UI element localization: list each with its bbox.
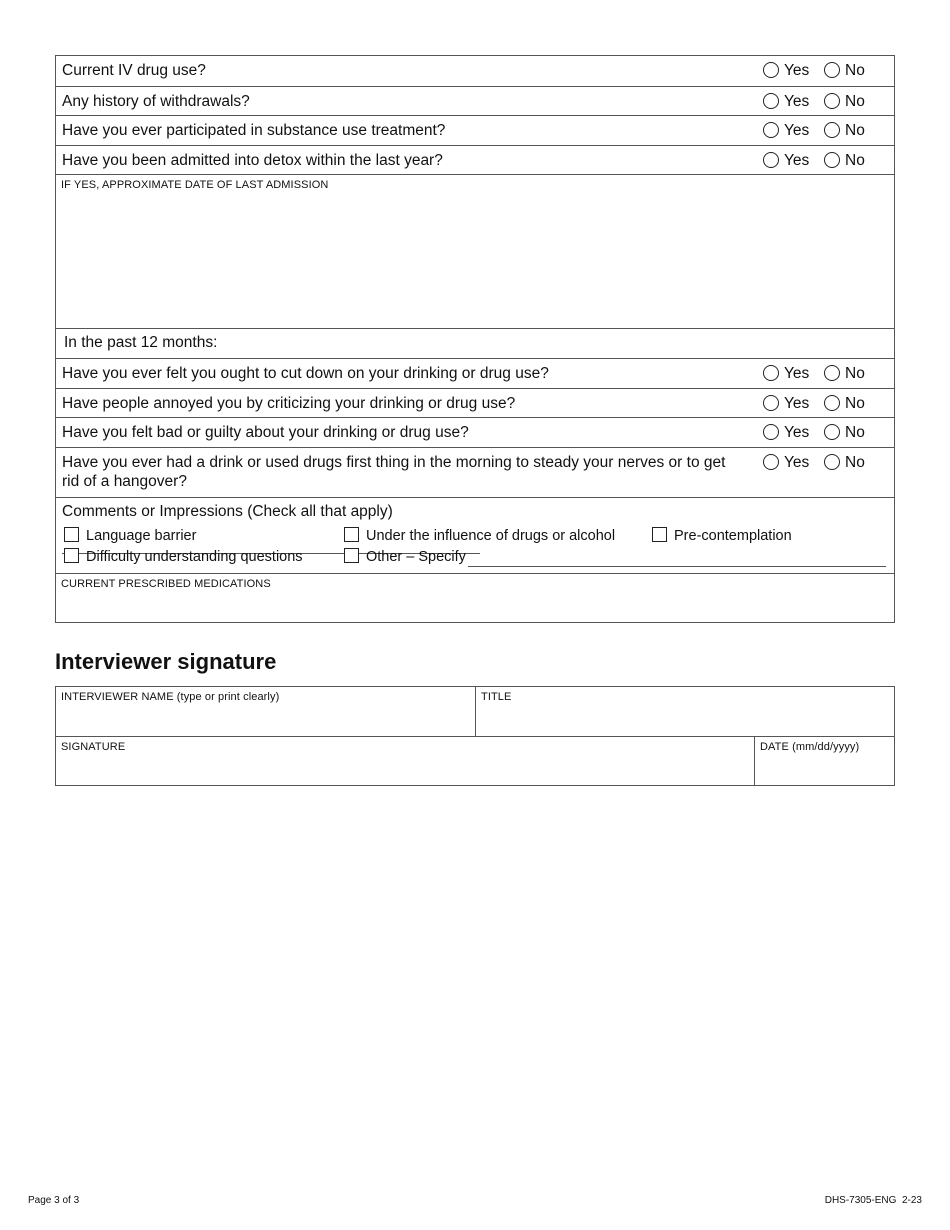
checkbox-label: Pre-contemplation xyxy=(674,527,792,544)
question-text: Any history of withdrawals? xyxy=(62,92,250,110)
past-12-months-row xyxy=(56,328,894,358)
date-label: DATE (mm/dd/yyyy) xyxy=(760,741,860,753)
no-option[interactable] xyxy=(824,394,865,413)
title-label: TITLE xyxy=(481,691,512,703)
radio-yes[interactable] xyxy=(763,395,779,411)
question-text: Current IV drug use? xyxy=(62,62,206,79)
yes-label: Yes xyxy=(784,151,810,169)
no-option[interactable] xyxy=(824,364,865,383)
yes-label: Yes xyxy=(784,122,810,139)
yes-label: Yes xyxy=(784,424,810,441)
checkbox-difficulty-understanding[interactable] xyxy=(64,548,303,566)
radio-no[interactable] xyxy=(824,424,840,440)
question-text: Have you been admitted into detox within the last year? xyxy=(62,151,443,169)
yes-label: Yes xyxy=(784,394,810,412)
question-text: Have you ever participated in substance use treatment? xyxy=(62,122,446,139)
yes-label: Yes xyxy=(784,92,810,110)
signature-label: SIGNATURE xyxy=(61,741,126,753)
radio-yes[interactable] xyxy=(763,62,779,78)
checkbox-other-specify[interactable] xyxy=(344,548,466,566)
current-medications-label: CURRENT PRESCRIBED MEDICATIONS xyxy=(61,577,271,590)
page-number: Page 3 of 3 xyxy=(28,1195,80,1206)
radio-yes[interactable] xyxy=(763,424,779,440)
title-field[interactable] xyxy=(476,687,894,737)
no-option[interactable] xyxy=(824,453,865,472)
other-specify-input[interactable] xyxy=(468,566,886,567)
yes-option[interactable] xyxy=(763,423,809,442)
checkbox-label: Under the influence of drugs or alcohol xyxy=(366,527,616,544)
past-12-months-label: In the past 12 months: xyxy=(64,334,218,351)
radio-no[interactable] xyxy=(824,152,840,168)
radio-yes[interactable] xyxy=(763,365,779,381)
question-text: Have you felt bad or guilty about your drinking or drug use? xyxy=(62,424,469,441)
radio-yes[interactable] xyxy=(763,93,779,109)
radio-yes[interactable] xyxy=(763,454,779,470)
yes-option[interactable] xyxy=(763,92,809,111)
no-label: No xyxy=(845,92,865,110)
question-row xyxy=(56,388,894,418)
signature-field[interactable] xyxy=(56,737,755,785)
question-row xyxy=(56,86,894,116)
no-option[interactable] xyxy=(824,151,865,170)
radio-yes[interactable] xyxy=(763,122,779,138)
no-option[interactable] xyxy=(824,121,865,140)
checkbox-box[interactable] xyxy=(64,548,79,563)
checkbox-under-influence[interactable] xyxy=(344,527,615,545)
radio-no[interactable] xyxy=(824,454,840,470)
checkbox-box[interactable] xyxy=(64,527,79,542)
no-label: No xyxy=(845,62,865,79)
signature-table xyxy=(55,686,895,786)
checkbox-box[interactable] xyxy=(652,527,667,542)
checkbox-pre-contemplation[interactable] xyxy=(652,527,792,545)
question-row xyxy=(56,145,894,175)
question-text: Have you ever had a drink or used drugs first thing in the morning to steady your nerves or to get rid of a hangover? xyxy=(62,453,726,490)
comments-title: Comments or Impressions (Check all that apply) xyxy=(62,503,480,554)
yes-label: Yes xyxy=(784,62,810,79)
radio-no[interactable] xyxy=(824,395,840,411)
question-row xyxy=(56,417,894,447)
no-label: No xyxy=(845,122,865,139)
yes-option[interactable] xyxy=(763,364,809,383)
yes-option[interactable] xyxy=(763,151,809,170)
last-admission-date-field[interactable] xyxy=(56,174,894,328)
radio-no[interactable] xyxy=(824,122,840,138)
no-label: No xyxy=(845,151,865,169)
checkbox-box[interactable] xyxy=(344,548,359,563)
yes-option[interactable] xyxy=(763,394,809,413)
no-label: No xyxy=(845,453,865,471)
question-row xyxy=(56,56,894,86)
interviewer-name-field[interactable] xyxy=(56,687,476,737)
last-admission-label: IF YES, APPROXIMATE DATE OF LAST ADMISSION xyxy=(61,179,329,191)
screening-questions-table xyxy=(55,55,895,623)
no-label: No xyxy=(845,394,865,412)
yes-option[interactable] xyxy=(763,121,809,140)
checkbox-label: Difficulty understanding questions xyxy=(86,548,303,565)
checkbox-label: Other – Specify xyxy=(366,548,466,565)
question-text: Have you ever felt you ought to cut down on your drinking or drug use? xyxy=(62,365,549,382)
no-option[interactable] xyxy=(824,92,865,111)
no-label: No xyxy=(845,365,865,382)
no-label: No xyxy=(845,424,865,441)
question-row xyxy=(56,358,894,388)
section-title: Interviewer signature xyxy=(55,649,277,674)
date-field[interactable] xyxy=(755,737,894,785)
interviewer-name-label: INTERVIEWER NAME (type or print clearly) xyxy=(61,691,280,703)
checkbox-language-barrier[interactable] xyxy=(64,527,196,545)
radio-no[interactable] xyxy=(824,93,840,109)
yes-label: Yes xyxy=(784,453,810,471)
radio-yes[interactable] xyxy=(763,152,779,168)
checkbox-label: Language barrier xyxy=(86,527,197,544)
question-row xyxy=(56,115,894,145)
radio-no[interactable] xyxy=(824,62,840,78)
checkbox-box[interactable] xyxy=(344,527,359,542)
yes-option[interactable] xyxy=(763,61,809,80)
yes-label: Yes xyxy=(784,365,810,382)
form-id: DHS-7305-ENG 2-23 xyxy=(824,1195,922,1206)
current-medications-field[interactable] xyxy=(56,573,894,622)
question-row xyxy=(56,447,894,497)
comments-impressions-row xyxy=(56,497,894,573)
no-option[interactable] xyxy=(824,423,865,442)
yes-option[interactable] xyxy=(763,453,809,472)
radio-no[interactable] xyxy=(824,365,840,381)
question-text: Have people annoyed you by criticizing your drinking or drug use? xyxy=(62,394,516,412)
no-option[interactable] xyxy=(824,61,865,80)
